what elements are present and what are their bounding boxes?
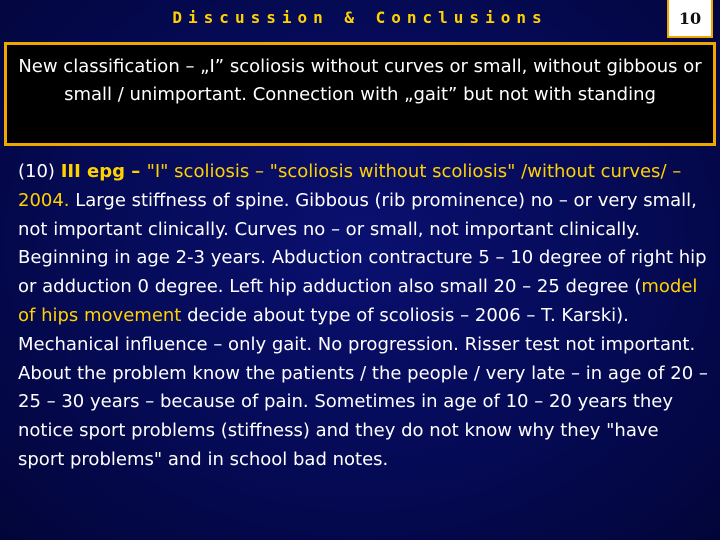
paragraph-part-1: Large stiffness of spine. Gibbous (rib prominence) no – or very small, not important clinically. Curves no – or small, not important clinically. Beginning in age 2-3 years. Abduction contracture 5 – 10 degree of right hip or adduction 0 degree. Left hip adduction also small 20 – 25 degree ( [18,189,707,298]
hips-movement-model: model of hips movement [18,276,698,326]
summary-text: New classification – „I” scoliosis without curves or small, without gibbous or small / unimportant. Connection with „gait” but not with standing [18,56,702,105]
dash: – [125,161,147,182]
slide-title: Discussion & Conclusions [172,8,548,27]
paragraph-part-2: decide about type of scoliosis – 2006 – T. Karski). Mechanical influence – only gait. No progression. Risser test not important. About the problem know the patients / the people / very late – in age of 20 – 25 – 30 years – because of pain. Sometimes in age of 10 – 20 years they notice sport problems (stiffness) and they do not know why they "have sport problems" and in school bad notes. [18,304,708,470]
epg-label: III epg [60,161,126,182]
reference-number: (10) [18,161,55,182]
discussion-paragraph [18,158,708,475]
summary-box [4,42,716,146]
scoliosis-definition: "I" scoliosis – "scoliosis without scoliosis" /without curves/ – 2004. [18,161,682,211]
slide-number: 10 [667,0,713,38]
